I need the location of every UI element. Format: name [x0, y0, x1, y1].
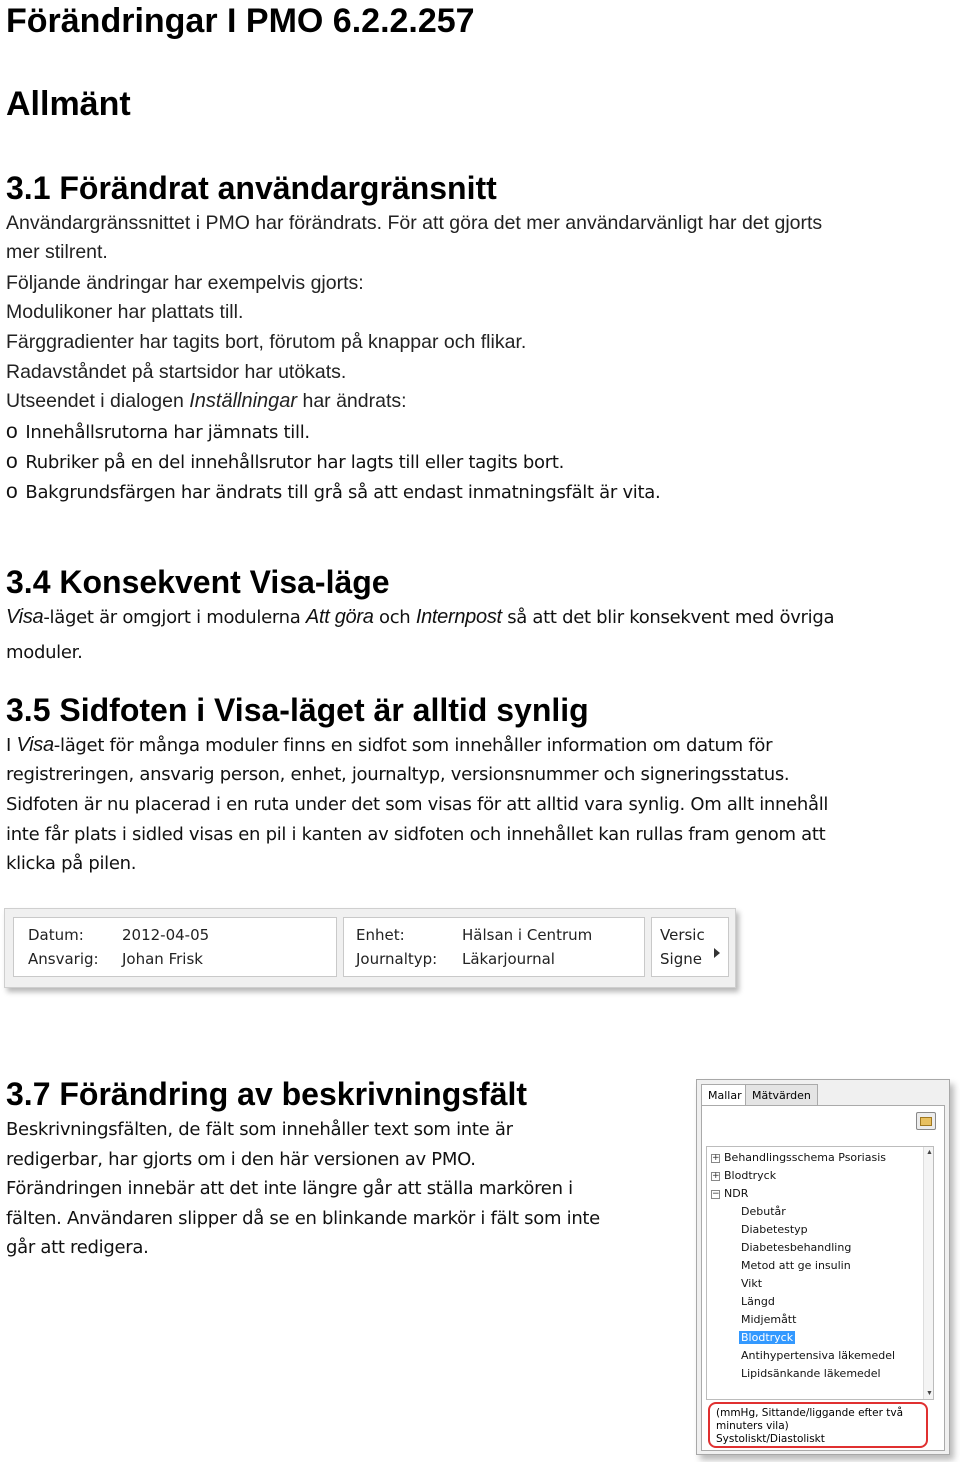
folder-open-icon[interactable] — [916, 1112, 936, 1130]
footer-screenshot — [4, 908, 736, 988]
ansvarig-value: Johan Frisk — [122, 950, 203, 968]
s34-it-internpost: Internpost — [415, 606, 502, 628]
tree-node-label: Blodtryck — [724, 1169, 777, 1182]
s34-it-att-gora: Att göra — [305, 606, 374, 628]
s31-bullet-1 — [6, 420, 310, 444]
s34-t3: så att det blir konsekvent med övriga — [501, 607, 835, 628]
tree-child[interactable]: Debutår — [741, 1205, 786, 1218]
s37-line-2: redigerbar, har gjorts om i den här versionen av PMO. — [6, 1149, 476, 1170]
footer-box-date — [13, 917, 337, 977]
tab-matvarden[interactable]: Mätvärden — [745, 1084, 818, 1106]
s31-para-4: Färggradienter har tagits bort, förutom på knappar och flikar. — [6, 331, 527, 353]
s34-t1: -läget är omgjort i modulerna — [43, 607, 306, 628]
selected-label: Blodtryck — [741, 1331, 794, 1344]
s34-t2: och — [373, 607, 416, 628]
scroll-up-icon[interactable]: ▲ — [926, 1149, 933, 1156]
tree-node[interactable] — [711, 1151, 886, 1164]
enhet-label: Enhet: — [356, 926, 405, 944]
s31-bullet-3 — [6, 480, 660, 504]
collapse-icon[interactable]: − — [712, 1188, 720, 1199]
tree-child-selected[interactable] — [739, 1331, 795, 1344]
s31-bullet-2 — [6, 450, 564, 474]
bullet-mark: o — [6, 450, 18, 473]
desc-line-3: Systoliskt/Diastoliskt — [716, 1433, 825, 1445]
tree-child[interactable]: Antihypertensiva läkemedel — [741, 1349, 896, 1362]
tree-child[interactable]: Diabetesbehandling — [741, 1241, 852, 1254]
enhet-value: Hälsan i Centrum — [462, 926, 593, 944]
tree-scrollbar[interactable] — [923, 1147, 933, 1399]
section-general: Allmänt — [6, 85, 131, 123]
s31-para-1a: Användargränssnittet i PMO har förändrats. För att göra det mer användarvänligt har det gjorts — [6, 212, 823, 234]
s37-line-5: går att redigera. — [6, 1237, 149, 1258]
page-title: Förändringar I PMO 6.2.2.257 — [6, 2, 475, 40]
scroll-down-icon[interactable]: ▼ — [926, 1390, 933, 1397]
tab-mallar[interactable]: Mallar — [701, 1084, 749, 1106]
tree-node[interactable] — [711, 1169, 776, 1182]
heading-3-1: 3.1 Förändrat användargränsnitt — [6, 170, 497, 206]
tree-child[interactable]: Lipidsänkande läkemedel — [741, 1367, 881, 1380]
s31-para-6 — [6, 390, 407, 413]
scroll-right-arrow-icon[interactable] — [714, 948, 720, 958]
s37-line-4: fälten. Användaren slipper då se en blinkande markör i fält som inte — [6, 1208, 600, 1229]
tree-node-label: NDR — [724, 1187, 749, 1200]
heading-3-5: 3.5 Sidfoten i Visa-läget är alltid synlig — [6, 692, 589, 728]
heading-3-7: 3.7 Förändring av beskrivningsfält — [6, 1076, 528, 1112]
description-field — [708, 1402, 928, 1448]
footer-box-version — [651, 917, 729, 977]
s31-para-1b: mer stilrent. — [6, 241, 108, 263]
s35-l1-italic: Visa — [16, 734, 54, 756]
s35-line-5: klicka på pilen. — [6, 853, 137, 874]
s31-p6-italic: Inställningar — [189, 390, 298, 412]
s35-l1-post: -läget för många moduler finns en sidfot som innehåller information om datum för — [53, 735, 773, 756]
tree-child[interactable]: Vikt — [741, 1277, 763, 1290]
s31-p6-pre: Utseendet i dialogen — [6, 390, 190, 412]
s34-it-visa: Visa — [6, 606, 44, 628]
s35-line-1 — [6, 734, 772, 757]
tree-node[interactable] — [711, 1187, 748, 1200]
desc-line-2: minuters vila) — [716, 1420, 789, 1432]
desc-line-1: (mmHg, Sittande/liggande efter två — [716, 1407, 904, 1419]
tree-child[interactable]: Diabetestyp — [741, 1223, 808, 1236]
footer-box-unit — [343, 917, 645, 977]
s35-line-2: registreringen, ansvarig person, enhet, journaltyp, versionsnummer och signeringsstatus. — [6, 764, 790, 785]
datum-label: Datum: — [28, 926, 84, 944]
tree-child[interactable]: Midjemått — [741, 1313, 797, 1326]
panel-body — [701, 1105, 945, 1451]
s31-bullet-2-text: Rubriker på en del innehållsrutor har lagts till eller tagits bort. — [25, 452, 565, 473]
heading-3-4: 3.4 Konsekvent Visa-läge — [6, 564, 390, 600]
ansvarig-label: Ansvarig: — [28, 950, 99, 968]
journaltyp-label: Journaltyp: — [356, 950, 438, 968]
journaltyp-value: Läkarjournal — [462, 950, 555, 968]
expand-icon[interactable]: + — [712, 1152, 720, 1163]
s31-para-2: Följande ändringar har exempelvis gjorts: — [6, 272, 364, 294]
bullet-mark: o — [6, 420, 18, 443]
bullet-mark: o — [6, 480, 18, 503]
version-label: Versic — [660, 926, 705, 944]
s35-l1-pre: I — [6, 735, 17, 756]
signe-label: Signe — [660, 950, 702, 968]
s31-bullet-1-text: Innehållsrutorna har jämnats till. — [25, 422, 310, 443]
s34-line-2: moduler. — [6, 642, 83, 663]
s31-p6-post: har ändrats: — [297, 390, 407, 412]
s37-line-1: Beskrivningsfälten, de fält som innehåller text som inte är — [6, 1119, 513, 1140]
templates-panel-screenshot — [696, 1079, 950, 1455]
datum-value: 2012-04-05 — [122, 926, 210, 944]
template-tree — [706, 1146, 934, 1400]
expand-icon[interactable]: + — [712, 1170, 720, 1181]
tree-child[interactable]: Längd — [741, 1295, 775, 1308]
s31-para-5: Radavståndet på startsidor har utökats. — [6, 361, 347, 383]
s31-para-3: Modulikoner har plattats till. — [6, 301, 244, 323]
s35-line-4: inte får plats i sidled visas en pil i kanten av sidfoten och innehållet kan rullas fram genom att — [6, 824, 826, 845]
s35-line-3: Sidfoten är nu placerad i en ruta under det som visas för att alltid vara synlig. Om allt innehåll — [6, 794, 829, 815]
tree-child[interactable]: Metod att ge insulin — [741, 1259, 851, 1272]
tree-node-label: Behandlingsschema Psoriasis — [724, 1151, 886, 1164]
s37-line-3: Förändringen innebär att det inte längre går att ställa markören i — [6, 1178, 573, 1199]
s34-line-1 — [6, 606, 834, 629]
s31-bullet-3-text: Bakgrundsfärgen har ändrats till grå så att endast inmatningsfält är vita. — [25, 482, 661, 503]
